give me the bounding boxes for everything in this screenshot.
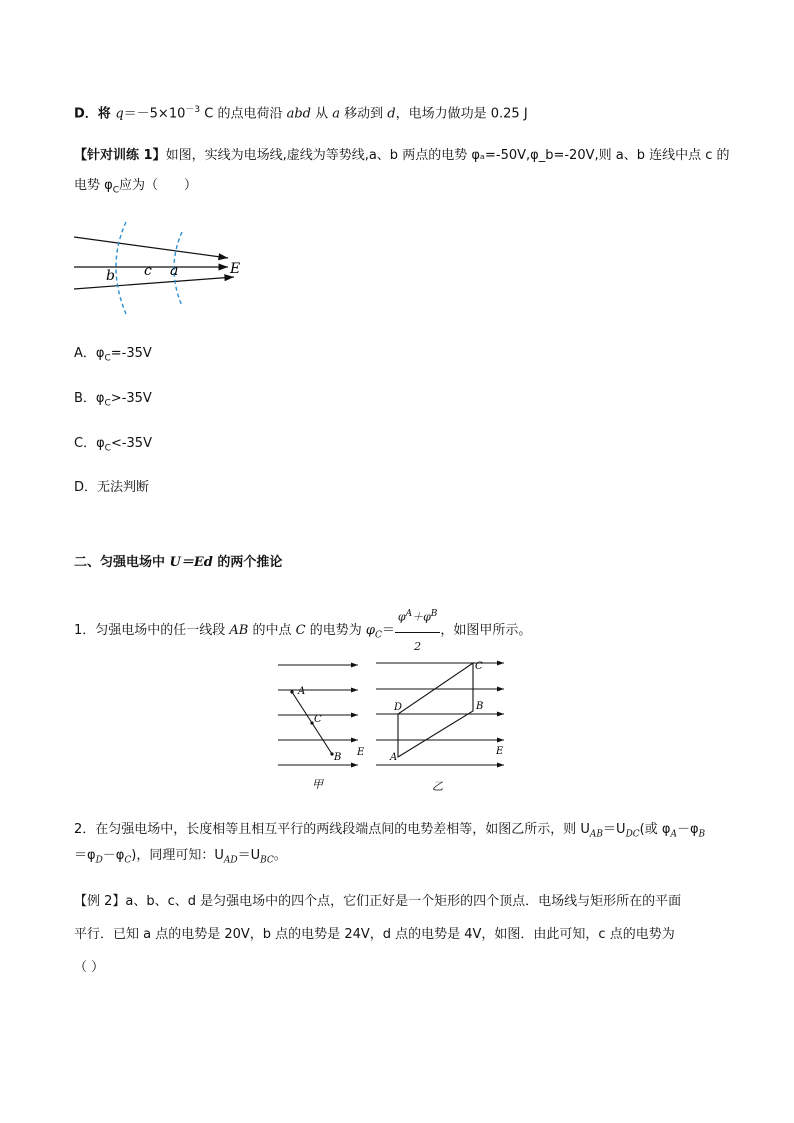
subscript: AB — [589, 829, 604, 840]
label-B: B — [476, 701, 484, 712]
field-line-top — [74, 237, 228, 258]
label-C: C — [314, 714, 322, 725]
option-d-previous — [74, 100, 528, 124]
section-heading — [74, 553, 282, 573]
subscript: C — [112, 185, 120, 196]
option-text: >-35V — [110, 391, 152, 406]
subscript: A — [670, 829, 677, 840]
label-b: b — [106, 268, 115, 284]
point-symbol: C — [295, 622, 306, 638]
superscript: B — [430, 609, 438, 619]
label-e: E — [230, 261, 241, 277]
example2-line3 — [74, 958, 104, 978]
text-segment: ，电场力做功是 0.25 J — [395, 106, 528, 122]
answer-blank: （ ） — [74, 960, 105, 975]
option-label: B． — [74, 391, 96, 406]
drill1-tag: 【针对训练 1】 — [74, 148, 166, 163]
label-E: E — [357, 747, 365, 758]
subscript: D — [95, 855, 103, 866]
charge-symbol: q — [115, 106, 124, 122]
figure-yi — [376, 661, 504, 793]
section-formula: U＝Ed — [169, 555, 213, 570]
field-line-bottom — [74, 277, 234, 289]
plus: ＋ — [412, 610, 424, 624]
label-a: a — [170, 263, 179, 279]
subscript: C — [124, 855, 132, 866]
example2-line2 — [74, 925, 675, 945]
fraction — [395, 600, 441, 661]
subscript: C — [104, 443, 111, 454]
option-phi: φ — [95, 391, 105, 406]
text-segment: ＝U — [237, 848, 261, 863]
phi-symbol: φ — [365, 622, 375, 638]
label-A: A — [298, 686, 306, 697]
example2-line1 — [74, 892, 681, 912]
option-d — [74, 478, 149, 498]
text-segment: ＝φ — [74, 848, 96, 863]
field-lines-figure — [68, 218, 258, 318]
fraction-numerator — [395, 600, 441, 633]
label-c: c — [144, 263, 152, 279]
subscript: DC — [625, 829, 640, 840]
section-text: 的两个推论 — [212, 555, 283, 570]
label-C: C — [475, 661, 483, 672]
option-phi: φ — [96, 436, 105, 451]
paragraph-2-line2 — [74, 846, 287, 871]
text-segment: )，同理可知：U — [131, 848, 224, 863]
option-text: 无法判断 — [97, 480, 150, 495]
drill1-text: 电势 φ — [74, 178, 113, 193]
text-segment: (或 φ — [639, 822, 671, 837]
label-E: E — [496, 746, 504, 757]
option-label: C． — [74, 436, 97, 451]
drill1-line1 — [74, 146, 730, 166]
drill1-line2 — [74, 176, 197, 201]
paragraph-2-line1 — [74, 820, 705, 845]
phi-symbol: φ — [397, 610, 406, 624]
point-symbol: a — [332, 106, 341, 122]
text-segment: －φ — [676, 822, 699, 837]
phi-symbol: φ — [423, 610, 431, 624]
path-symbol: abd — [286, 106, 311, 122]
caption-jia: 甲 — [312, 778, 323, 791]
text-segment: ＝U — [603, 822, 626, 837]
section-text: 二、匀强电场中 — [74, 555, 170, 570]
equals: ＝ — [381, 622, 395, 638]
text-segment: 移动到 — [340, 106, 388, 122]
option-phi: φ — [95, 346, 105, 361]
label-B: B — [334, 752, 342, 763]
option-b — [74, 389, 152, 414]
text-segment: 的电势为 — [305, 622, 366, 638]
label-D: D — [394, 702, 403, 713]
caption-yi: 乙 — [432, 780, 443, 793]
option-text: <-35V — [110, 436, 152, 451]
paragraph-1 — [74, 600, 531, 661]
subscript: AD — [223, 855, 238, 866]
point-symbol: d — [387, 106, 396, 122]
text-segment: 。 — [273, 848, 287, 863]
example2-text: 平行．已知 a 点的电势是 20V，b 点的电势是 24V，d 点的电势是 4V，如图．由此可知，c 点的电势为 — [74, 927, 675, 942]
segment-symbol: AB — [229, 622, 249, 638]
subscript: C — [104, 398, 111, 409]
option-label: D． — [74, 480, 98, 495]
drill1-text: 应为（ ） — [119, 178, 198, 193]
text-segment: 从 — [311, 106, 333, 122]
fraction-denominator: 2 — [414, 639, 422, 653]
text-segment: 1．匀强电场中的任一线段 — [74, 622, 230, 638]
option-a — [74, 344, 152, 369]
option-label: A． — [74, 346, 96, 361]
subscript: B — [698, 829, 706, 840]
text-segment: －φ — [102, 848, 125, 863]
drill1-text: 如图，实线为电场线,虚线为等势线,a、b 两点的电势 φₐ=-50V,φ_b=-20V,则 a、b 连线中点 c 的 — [165, 148, 730, 163]
charge-value: ＝－5×10 — [123, 106, 186, 122]
text-segment: C 的点电荷沿 — [200, 106, 287, 122]
figure-jia — [278, 665, 365, 791]
option-label: D．将 — [74, 106, 116, 122]
example2-text: a、b、c、d 是匀强电场中的四个点，它们正好是一个矩形的四个顶点．电场线与矩形所在的平面 — [125, 894, 682, 909]
text-segment: 2．在匀强电场中，长度相等且相互平行的两线段端点间的电势差相等，如图乙所示，则 U — [74, 822, 590, 837]
equipotential-line-b — [116, 222, 126, 314]
superscript: A — [405, 609, 413, 619]
exponent: －3 — [185, 105, 201, 115]
subscript: BC — [260, 855, 274, 866]
option-text: =-35V — [110, 346, 152, 361]
uniform-field-figure — [274, 654, 514, 796]
example2-tag: 【例 2】 — [74, 894, 126, 909]
text-segment: ，如图甲所示。 — [440, 622, 532, 638]
subscript: C — [104, 353, 111, 364]
label-A: A — [390, 752, 398, 763]
option-c — [74, 434, 152, 459]
subscript: C — [374, 630, 382, 641]
text-segment: 的中点 — [248, 622, 296, 638]
